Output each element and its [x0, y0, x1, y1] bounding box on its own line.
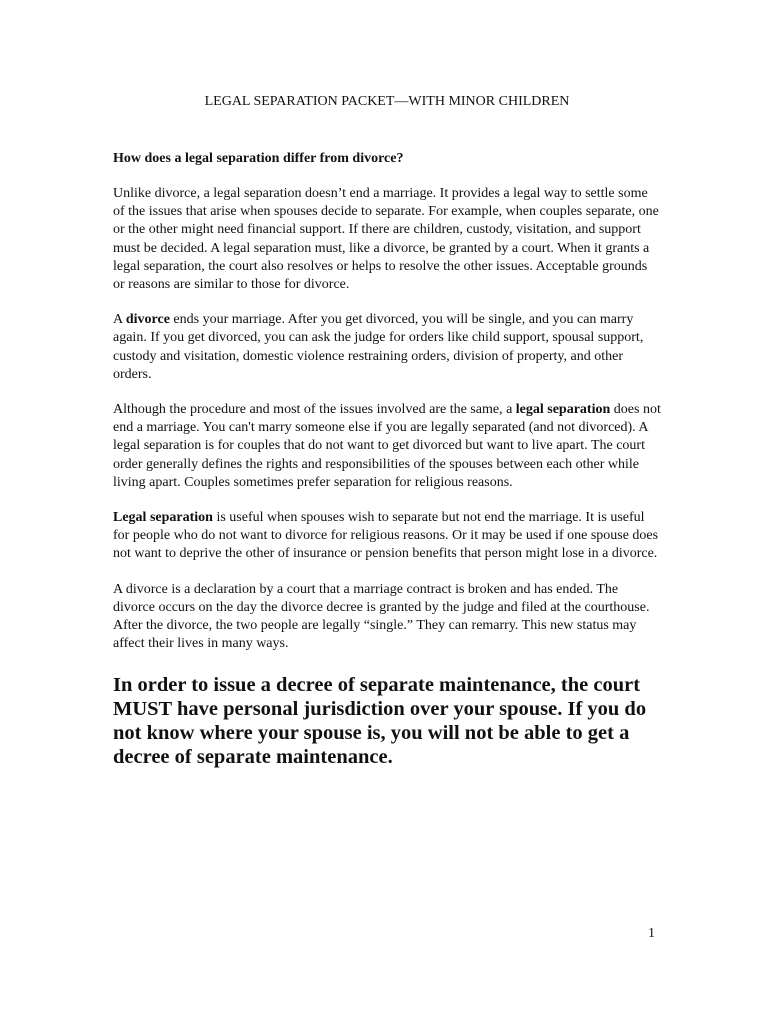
- paragraph-body-text: is useful when spouses wish to separate but not end the marriage. It is useful for people who do not want to divorce for religious reasons. Or it may be used if one spouse does not want to deprive the other of insurance or pension benefits that person might lose in a divorce.: [113, 510, 659, 562]
- paragraph-divorce-definition: [113, 311, 661, 384]
- bold-term-divorce: divorce: [125, 312, 170, 328]
- section-question: How does a legal separation differ from divorce?: [113, 151, 404, 166]
- paragraph-body-text: ends your marriage. After you get divorced, you will be single, and you can marry again. If you get divorced, you can ask the judge for orders like child support, spousal support, custody and visitation, domestic violence restraining orders, division of property, and other orders.: [113, 312, 644, 382]
- paragraph-lead-text: Although the procedure and most of the issues involved are the same, a: [113, 402, 516, 418]
- paragraph-divorce-declaration: A divorce is a declaration by a court that a marriage contract is broken and has ended. The divorce occurs on the day the divorce decree is granted by the judge and filed at the courthouse. After the divorce, the two people are legally “single.” They can remarry. This new status may affect their lives in many ways.: [113, 581, 650, 652]
- document-body: [113, 93, 661, 769]
- paragraph-body-text: does not end a marriage. You can't marry someone else if you are legally separated (and not divorced). A legal separation is for couples that do not want to get divorced but want to live apart. The court order generally defines the rights and responsibilities of the spouses between each other while living apart. Couples sometimes prefer separation for religious reasons.: [113, 402, 661, 490]
- page-number: 1: [648, 926, 655, 941]
- paragraph-lead-text: A: [113, 312, 126, 328]
- paragraph-legal-separation-definition: [113, 401, 661, 492]
- paragraph-legal-separation-overview: Unlike divorce, a legal separation doesn’t end a marriage. It provides a legal way to settle some of the issues that arise when spouses decide to separate. For example, when couples separate, one or the other might need financial support. If there are children, custody, visitation, and support must be decided. A legal separation must, like a divorce, be granted by a court. When it grants a legal separation, the court also resolves or helps to resolve the other issues. Acceptable grounds or reasons are similar to those for divorce.: [113, 186, 659, 293]
- jurisdiction-notice: In order to issue a decree of separate maintenance, the court MUST have personal jurisdiction over your spouse. If you do not know where your spouse is, you will not be able to get a decree of separate maintenance.: [113, 674, 647, 769]
- page-title: LEGAL SEPARATION PACKET—WITH MINOR CHILDREN: [204, 94, 570, 109]
- paragraph-legal-separation-uses: [113, 509, 661, 564]
- bold-term-legal-separation: Legal separation: [113, 510, 213, 526]
- bold-term-legal-separation: legal separation: [515, 402, 611, 418]
